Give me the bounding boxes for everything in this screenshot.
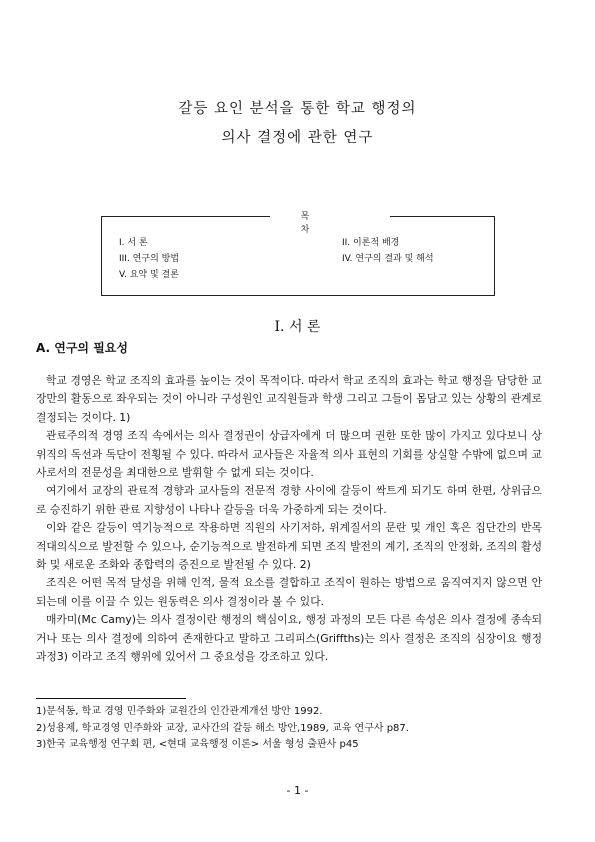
footnotes: [36, 704, 556, 754]
footnote: 3)한국 교육행정 연구회 편, <현대 교육행정 이론> 서울 형성 출판사 p45: [36, 739, 359, 750]
page-number: - 1 -: [286, 784, 309, 797]
paragraph: 매카미(Mc Camy)는 의사 결정이란 행정의 핵심이요, 행정 과정의 모든 다른 속성은 의사 결정에 종속되거나 또는 의사 결정에 의하여 존재한다고 말하고 그리피스(Griffths)는 의사 결정은 조직의 심장이요 행정과정3) 이라고 조직 행위에 있어서 그 중요성을 강조하고 있다.: [36, 613, 542, 664]
paragraph: 조직은 어떤 목적 달성을 위해 인적, 물적 요소를 결합하고 조직이 원하는 방법으로 움직여지지 않으면 안되는데 이를 이끌 수 있는 원동력은 의사 결정이라 볼 수 있다.: [36, 576, 542, 608]
paragraph: 관료주의적 경영 조직 속에서는 의사 결정권이 상급자에게 더 많으며 권한 또한 많이 가지고 있다보니 상위직의 독선과 독단이 전횡될 수 있다. 따라서 교사들은 자율적 의사 표현의 기회를 상실할 수밖에 없으며 교사로서의 전문성을 최대한으로 발휘할 수 없게 되는 것이다.: [36, 429, 542, 480]
toc-item: II. 이론적 배경: [342, 238, 400, 248]
paragraph: 여기에서 교장의 관료적 경향과 교사들의 전문적 경향 사이에 갈등이 싹트게 되기도 하며 한편, 상위급으로 승진하기 위한 관료 지향성이 나타나 갈등을 더욱 가중하게 되는 것이다.: [36, 484, 542, 516]
toc-item: V. 요약 및 결론: [119, 270, 179, 280]
footnote: 2)성용제, 학교경영 민주화와 교장, 교사간의 갈등 해소 방안,1989, 교육 연구사 p87.: [36, 722, 409, 734]
toc-item: I. 서 론: [119, 238, 148, 248]
toc-heading: 목 차: [270, 209, 390, 235]
paragraph: 학교 경영은 학교 조직의 효과를 높이는 것이 목적이다. 따라서 학교 조직의 효과는 학교 행정을 담당한 교장만의 활동으로 좌우되는 것이 아니라 구성원인 교직원들과 학생 그리고 그들이 몸담고 있는 상황의 관계로 결정되는 것이다. 1): [36, 374, 542, 424]
body-text: [36, 372, 542, 667]
title-line-1: 갈등 요인 분석을 통한 학교 행정의: [178, 101, 417, 117]
section-title: I. 서 론: [274, 319, 321, 335]
title-line-2: 의사 결정에 관한 연구: [221, 130, 374, 146]
table-of-contents: [101, 212, 495, 296]
footnote-divider: [36, 698, 186, 699]
paragraph: 이와 같은 갈등이 역기능적으로 작용하면 직원의 사기저하, 위계질서의 문란 및 개인 혹은 집단간의 반목 적대의식으로 발전할 수 있으나, 순기능적으로 발전하게 되면 조직 발전의 계기, 조직의 안정화, 조직의 활성화 및 새로운 조화와 종합력의 증진으로 발전될 수 있다. 2): [36, 521, 542, 572]
toc-item: III. 연구의 방법: [119, 254, 180, 264]
toc-item: IV. 연구의 결과 및 해석: [342, 254, 434, 264]
footnote: 1)문석동, 학교 경영 민주화와 교원간의 인간관계개선 방안 1992.: [36, 706, 323, 717]
subsection-title: A. 연구의 필요성: [36, 341, 128, 355]
